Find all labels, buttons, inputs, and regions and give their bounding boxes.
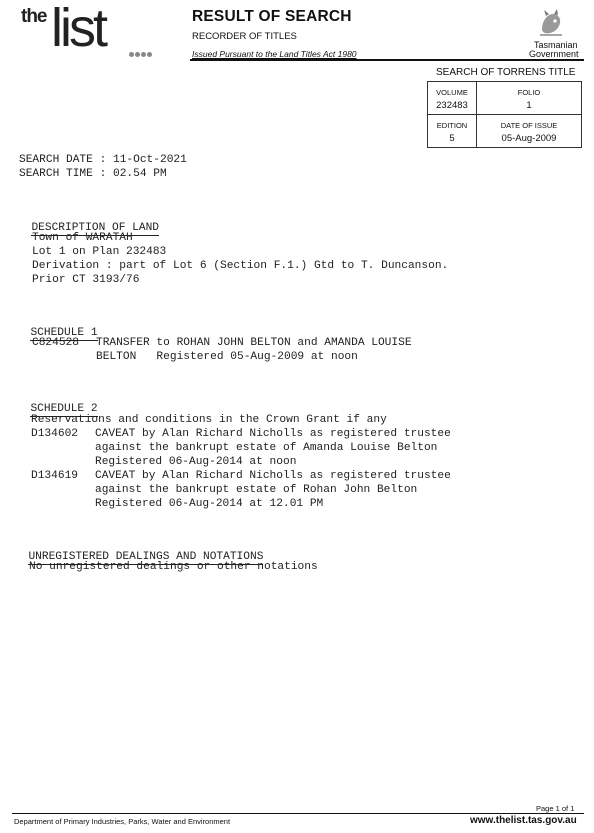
schedule2-heading [17, 388, 98, 416]
edition-cell [428, 115, 477, 148]
schedule2-heading-text: SCHEDULE 2 [30, 403, 98, 415]
description-line: Lot 1 on Plan 232483 [32, 246, 167, 258]
schedule1-dealing-code: C824528 [32, 337, 79, 349]
government-line-1: Tasmanian [534, 40, 578, 50]
website-link[interactable]: www.thelist.tas.gov.au [470, 815, 577, 826]
schedule2-dealing-line: against the bankrupt estate of Amanda Louise Belton [95, 442, 438, 454]
footer-rule [12, 813, 584, 814]
search-date: SEARCH DATE : 11-Oct-2021 [19, 154, 187, 166]
search-time: SEARCH TIME : 02.54 PM [19, 168, 167, 180]
schedule2-dealing-line: against the bankrupt estate of Rohan John Belton [95, 484, 418, 496]
logo-list-text: list [51, 0, 105, 58]
edition-value: 5 [449, 133, 455, 144]
volume-label: VOLUME [436, 88, 468, 97]
folio-cell [477, 82, 582, 115]
edition-label: EDITION [436, 121, 468, 130]
schedule2-dealing-line: CAVEAT by Alan Richard Nicholls as registered trustee [95, 428, 451, 440]
logo-the-text: the [21, 6, 47, 27]
schedule1-heading-text: SCHEDULE 1 [30, 327, 98, 339]
volume-value: 232483 [436, 100, 468, 111]
description-line: Town of WARATAH [32, 232, 133, 244]
department-name: Department of Primary Industries, Parks, Water and Environment [14, 817, 231, 826]
tasmanian-devil-crest-icon [538, 8, 564, 38]
page-number: Page 1 of 1 [536, 804, 575, 813]
schedule1-dealing-line: BELTON Registered 05-Aug-2009 at noon [96, 351, 358, 363]
torrens-box-title: SEARCH OF TORRENS TITLE [436, 67, 576, 78]
description-line: Prior CT 3193/76 [32, 274, 140, 286]
torrens-title-table [427, 81, 582, 148]
folio-label: FOLIO [517, 88, 541, 97]
unregistered-text: No unregistered dealings or other notations [29, 561, 318, 573]
schedule2-dealing-line: CAVEAT by Alan Richard Nicholls as registered trustee [95, 470, 451, 482]
date-of-issue-label: DATE OF ISSUE [500, 121, 558, 130]
schedule1-dealing-line: TRANSFER to ROHAN JOHN BELTON and AMANDA LOUISE [96, 337, 412, 349]
issued-note: Issued Pursuant to the Land Titles Act 1980 [192, 49, 357, 59]
schedule2-dealing-line: Registered 06-Aug-2014 at 12.01 PM [95, 498, 324, 510]
volume-cell [428, 82, 477, 115]
description-line: Derivation : part of Lot 6 (Section F.1.) Gtd to T. Duncanson. [32, 260, 449, 272]
date-of-issue-cell [477, 115, 582, 148]
description-heading-text: DESCRIPTION OF LAND [31, 222, 159, 234]
date-of-issue-value: 05-Aug-2009 [501, 133, 557, 144]
government-line-2: Government [529, 49, 579, 59]
unregistered-heading-text: UNREGISTERED DEALINGS AND NOTATIONS [28, 551, 264, 563]
document-subtitle: RECORDER OF TITLES [192, 31, 297, 42]
document-title: RESULT OF SEARCH [192, 8, 352, 25]
logo-dots-icon [129, 44, 153, 62]
schedule2-intro: Reservations and conditions in the Crown Grant if any [31, 414, 387, 426]
header-rule [190, 59, 584, 61]
schedule2-dealing-code: D134602 [31, 428, 78, 440]
folio-value: 1 [526, 100, 532, 111]
schedule2-dealing-line: Registered 06-Aug-2014 at noon [95, 456, 297, 468]
schedule2-dealing-code: D134619 [31, 470, 78, 482]
